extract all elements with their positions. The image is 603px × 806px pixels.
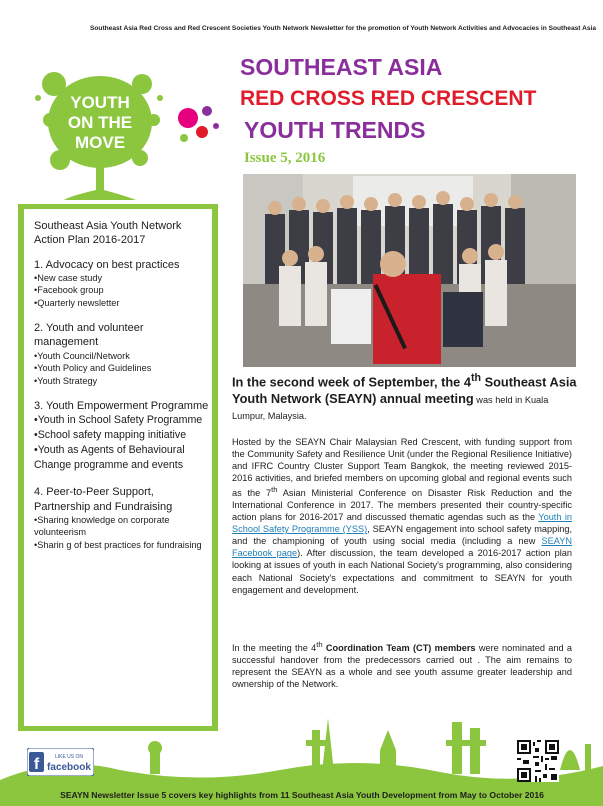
- lead-paragraph: [232, 372, 580, 423]
- p2-text-c: were nominated and a successful handover from the predecessors carried out . The aim remains to represent the SEAYN as a whole and see youth assume greater leadership and ownership of the Network.: [232, 643, 573, 690]
- list-item: •Youth as Agents of Behavioural Change programme and events: [34, 444, 185, 472]
- lead-text-a: In the second week of September, the 4: [232, 374, 471, 390]
- section-list-advocacy: [34, 272, 209, 309]
- lead-superscript: th: [470, 372, 482, 384]
- svg-text:f: f: [33, 756, 40, 773]
- facebook-icon: [27, 748, 94, 776]
- logo-text-line2: ON THE: [67, 113, 133, 132]
- body-paragraph-1: [232, 436, 572, 596]
- footer-text: SEAYN Newsletter Issue 5 covers key highlights from 11 Southeast Asia Youth Development from May to October 2016: [60, 790, 544, 800]
- section-heading-volunteer: 2. Youth and volunteer management: [34, 322, 144, 349]
- newsletter-tagline: Southeast Asia Red Cross and Red Crescent Societies Youth Network Newsletter for the promotion of Youth Network Activities and Advocacies in Southeast Asia: [90, 25, 596, 32]
- list-item: •School safety mapping initiative: [34, 429, 187, 442]
- lead-tail: was held in Kuala Lumpur, Malaysia.: [232, 394, 549, 421]
- p1-superscript: th: [271, 484, 278, 494]
- list-item: •Sharin g of best practices for fundraising: [34, 539, 202, 550]
- logo-text-line1: YOUTH: [70, 93, 130, 112]
- yss-programme-link[interactable]: Youth in School Safety Programme (YSS): [232, 511, 573, 535]
- section-list-empowerment: [34, 413, 209, 473]
- list-item: •Sharing knowledge on corporate volunteerism: [34, 515, 170, 538]
- list-item: •Youth in School Safety Programme: [34, 414, 203, 427]
- p1-text-d: ). After discussion, the team developed a 2016-2017 action plan looking at issues of youth in each National Society's programming, also considering each National Society's expectations and commitment to SEAYN for youth engagement and development.: [232, 548, 572, 595]
- body-paragraph-2: [232, 640, 572, 691]
- sidebar-content: [34, 219, 209, 563]
- facebook-small-text: LIKE US ON: [54, 754, 84, 760]
- action-plan-sidebar: [18, 204, 218, 731]
- p1-text-b: Asian Ministerial Conference on Disaster Risk Reduction and the International Conference in 2017. The members presented their country-specific action plans for 2016-2017 and discussed thematic agendas such as the: [232, 487, 572, 522]
- seayn-facebook-link[interactable]: SEAYN Facebook page: [232, 536, 572, 559]
- p2-text-a: In the meeting the 4: [232, 643, 317, 654]
- list-item: •Youth Council/Network: [34, 350, 130, 361]
- lead-text-b: Southeast Asia Youth Network (SEAYN) annual meeting: [232, 374, 577, 406]
- p2-superscript: th: [316, 640, 323, 649]
- facebook-badge[interactable]: [27, 748, 94, 776]
- list-item: •Facebook group: [34, 285, 104, 296]
- section-heading-advocacy: 1. Advocacy on best practices: [34, 258, 180, 271]
- title-line-3: YOUTH TRENDS: [244, 117, 426, 143]
- logo-text-line3: MOVE: [74, 133, 126, 152]
- list-item: •Quarterly newsletter: [34, 297, 120, 308]
- list-item: •Youth Policy and Guidelines: [34, 363, 152, 374]
- p2-text-b: Coordination Team (CT) members: [322, 643, 476, 654]
- p1-text-c: , SEAYN engagement into school safety mapping, and the championing of youth using social media (including a new: [232, 524, 573, 547]
- section-heading-peer-support: 4. Peer-to-Peer Support, Partnership and Fundraising: [34, 486, 173, 513]
- qr-code[interactable]: [517, 740, 559, 782]
- list-item: •New case study: [34, 272, 103, 283]
- group-photo: [243, 174, 576, 367]
- facebook-name: facebook: [47, 762, 91, 773]
- title-line-2: RED CROSS RED CRESCENT: [240, 87, 537, 110]
- title-line-1: SOUTHEAST ASIA: [240, 54, 443, 80]
- sidebar-card: [24, 209, 212, 726]
- issue-label: Issue 5, 2016: [244, 150, 326, 166]
- sidebar-title: Southeast Asia Youth Network Action Plan 2016-2017: [34, 220, 182, 247]
- section-list-peer-support: [34, 514, 209, 551]
- list-item: •Youth Strategy: [34, 375, 98, 386]
- youth-on-the-move-logo: [30, 40, 230, 200]
- section-list-volunteer: [34, 350, 209, 387]
- p1-text-a: Hosted by the SEAYN Chair Malaysian Red Crescent, with funding support from the Community Safety and Resilience Unit (under the Regional Resilience Initiative) and IFRC Country Cluster Support Team Bangkok, the meeting reviewed 2015-2016 activities, and briefed members on upcoming global and regional events such as the 7: [232, 437, 572, 498]
- section-heading-empowerment: 3. Youth Empowerment Programme: [34, 400, 209, 413]
